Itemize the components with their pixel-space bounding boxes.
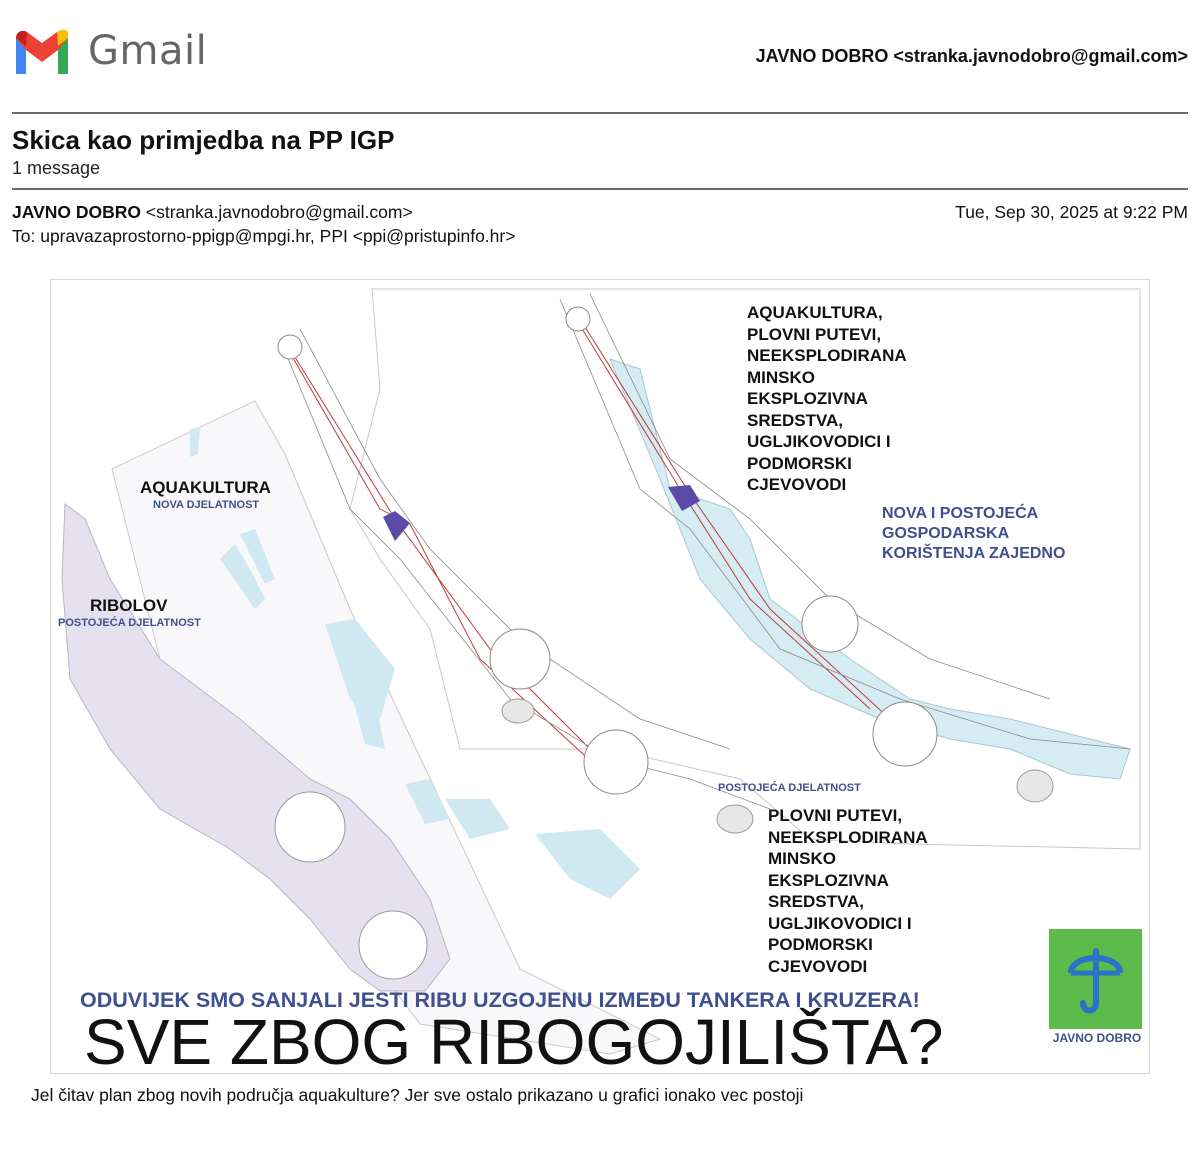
aquaculture-label: AQUAKULTURA [140, 478, 271, 497]
stack-line: PLOVNI PUTEVI, [747, 324, 882, 344]
stack-line: MINSKO [747, 367, 815, 387]
stack-line: GOSPODARSKA [882, 525, 1010, 542]
stack-line: EKSPLOZIVNA [747, 389, 868, 408]
stack-line: AQUAKULTURA, [747, 303, 883, 322]
recipients-line: To: upravazaprostorno-ppigp@mpgi.hr, PPI <ppi@pristupinfo.hr> [12, 226, 516, 246]
thread-subject: Skica kao primjedba na PP IGP [12, 125, 395, 155]
stack-line: SREDSTVA, [768, 892, 865, 911]
stack-line: PLOVNI PUTEVI, [768, 806, 903, 825]
stack-line: NEEKSPLODIRANA [768, 827, 928, 847]
stack-line: MINSKO [768, 849, 836, 868]
javno-dobro-logo-text: JAVNO DOBRO [1052, 1031, 1142, 1045]
umbrella-icon [1049, 929, 1142, 1029]
turning-circle [802, 596, 858, 652]
account-label: JAVNO DOBRO <stranka.javnodobro@gmail.com> [755, 46, 1188, 66]
stack-line: KORIŠTENJA ZAJEDNO [882, 545, 1066, 562]
seabed-feature [717, 805, 753, 833]
bottom-label-stack [768, 805, 928, 977]
stack-line: PODMORSKI [768, 935, 873, 954]
headline-big: SVE ZBOG RIBOGOJILIŠTA? [84, 1006, 944, 1078]
top-right-label-stack [747, 302, 907, 496]
fishing-label: RIBOLOV [90, 596, 168, 615]
message-date: Tue, Sep 30, 2025 at 9:22 PM [955, 202, 1188, 222]
map-sketch [50, 279, 1150, 1074]
stack-line: CJEVOVODI [747, 475, 847, 494]
gmail-m-icon [12, 28, 72, 74]
stack-line: UGLJIKOVODICI I [747, 432, 891, 451]
message-count: 1 message [12, 158, 101, 178]
aquaculture-sublabel: NOVA DJELATNOST [153, 499, 260, 511]
fishing-area-circle [275, 792, 345, 862]
stack-line: SREDSTVA, [747, 410, 844, 430]
stack-line: UGLJIKOVODICI I [768, 913, 912, 933]
javno-dobro-logo [1049, 929, 1142, 1029]
sender-email[interactable]: <stranka.javnodobro@gmail.com> [145, 202, 413, 222]
seabed-feature [502, 699, 534, 723]
stack-line: EKSPLOZIVNA [768, 870, 889, 890]
message-body-text: Jel čitav plan zbog novih područja aquakulture? Jer sve ostalo prikazano u grafici ionako vec postoji [31, 1085, 804, 1105]
turning-circle [278, 335, 302, 359]
stack-line: CJEVOVODI [768, 956, 868, 976]
turning-circle [584, 730, 648, 794]
stack-line: NOVA I POSTOJEĆA [882, 505, 1039, 522]
gmail-wordmark: Gmail [88, 28, 208, 74]
subject-divider [12, 188, 1188, 190]
sender-line [12, 202, 413, 223]
turning-circle [566, 307, 590, 331]
fishing-area-circle-2 [359, 911, 427, 979]
stack-line: PODMORSKI [747, 453, 852, 473]
header-divider [12, 112, 1188, 114]
turning-circle [873, 702, 937, 766]
combined-use-label [882, 504, 1065, 564]
sender-name: JAVNO DOBRO [12, 202, 141, 222]
headline-blue: ODUVIJEK SMO SANJALI JESTI RIBU UZGOJENU IZMEĐU TANKERA I KRUZERA! [80, 988, 920, 1012]
fishing-sublabel: POSTOJEĆA DJELATNOST [58, 617, 201, 629]
existing-activity-label: POSTOJEĆA DJELATNOST [718, 782, 861, 794]
seabed-feature [1017, 770, 1053, 802]
turning-circle [490, 629, 550, 689]
inline-image-attachment[interactable] [50, 279, 1150, 1078]
stack-line: NEEKSPLODIRANA [747, 346, 907, 365]
gmail-logo[interactable] [12, 28, 207, 74]
